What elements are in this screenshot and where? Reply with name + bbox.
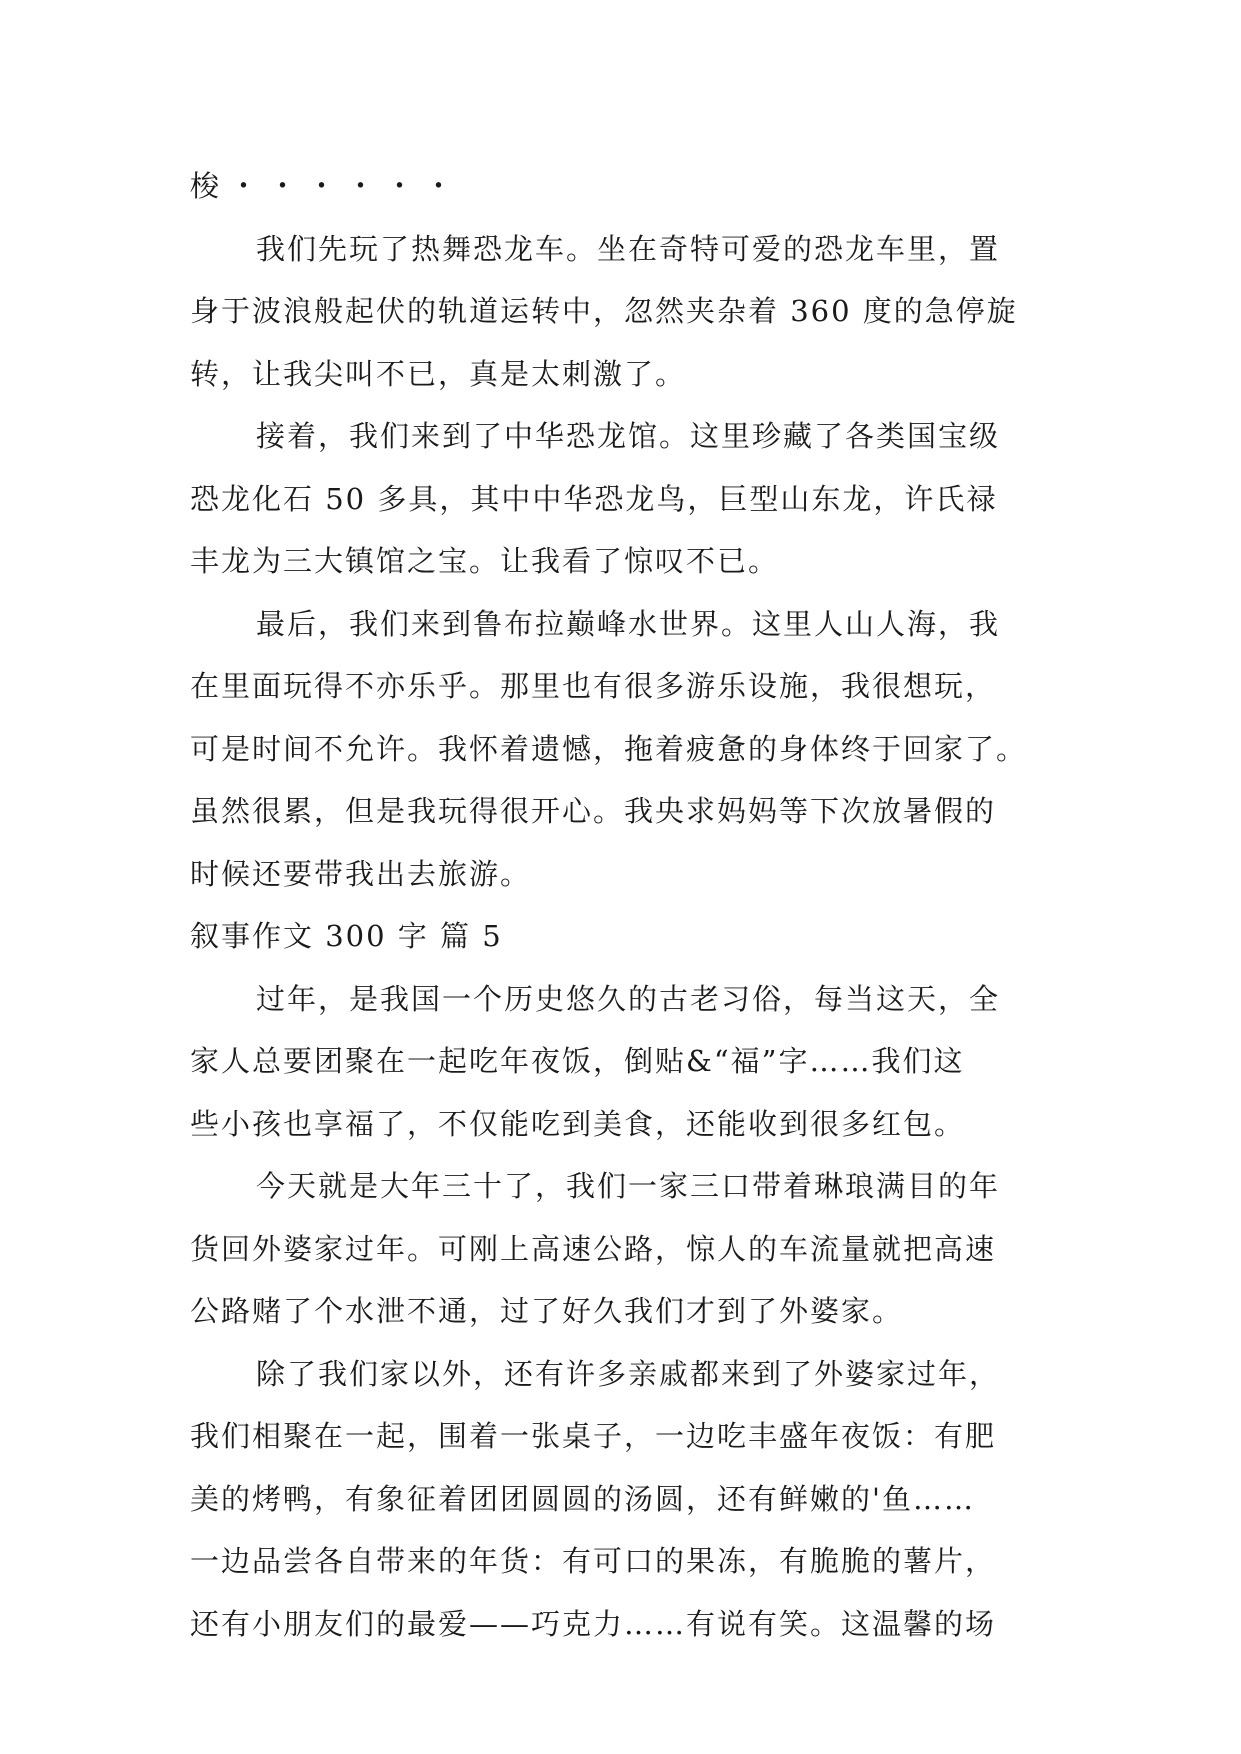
text-line: 可是时间不允许。我怀着遗憾，拖着疲惫的身体终于回家了。 — [190, 731, 1028, 766]
paragraph-line: 最后，我们来到鲁布拉巅峰水世界。这里人山人海，我 — [256, 606, 1001, 641]
text-line: 一边品尝各自带来的年货：有可口的果冻，有脆脆的薯片， — [190, 1544, 997, 1578]
text-line: 丰龙为三大镇馆之宝。让我看了惊叹不已。 — [190, 544, 780, 578]
text-line: 家人总要团聚在一起吃年夜饭，倒贴&“福”字……我们这 — [190, 1044, 965, 1078]
text-line: 转，让我尖叫不已，真是太刺激了。 — [190, 356, 687, 391]
paragraph-line: 除了我们家以外，还有许多亲戚都来到了外婆家过年， — [256, 1356, 1001, 1391]
text-line: 些小孩也享福了，不仅能吃到美食，还能收到很多红包。 — [190, 1106, 966, 1141]
text-line: 公路赌了个水泄不通，过了好久我们才到了外婆家。 — [190, 1294, 904, 1328]
paragraph-line: 过年，是我国一个历史悠久的古老习俗，每当这天，全 — [256, 981, 1001, 1016]
text-line: 身于波浪般起伏的轨道运转中，忽然夹杂着 360 度的急停旋 — [190, 294, 1018, 328]
paragraph-line: 接着，我们来到了中华恐龙馆。这里珍藏了各类国宝级 — [256, 419, 1001, 453]
text-line: 虽然很累，但是我玩得很开心。我央求妈妈等下次放暑假的 — [190, 794, 997, 828]
text-line: 货回外婆家过年。可刚上高速公路，惊人的车流量就把高速 — [190, 1231, 997, 1266]
text-line: 在里面玩得不亦乐乎。那里也有很多游乐设施，我很想玩， — [190, 669, 997, 703]
document-page — [190, 155, 1052, 1655]
paragraph-line: 今天就是大年三十了，我们一家三口带着琳琅满目的年 — [256, 1169, 1001, 1203]
text-line: 时候还要带我出去旅游。 — [190, 856, 532, 891]
text-line: 梭・・・・・・ — [190, 169, 464, 203]
text-line: 我们相聚在一起，围着一张桌子，一边吃丰盛年夜饭：有肥 — [190, 1419, 997, 1453]
text-line: 还有小朋友们的最爱——巧克力……有说有笑。这温馨的场 — [190, 1606, 997, 1641]
text-line: 美的烤鸭，有象征着团团圆圆的汤圆，还有鲜嫩的'鱼…… — [190, 1481, 975, 1516]
paragraph-line: 我们先玩了热舞恐龙车。坐在奇特可爱的恐龙车里，置 — [256, 231, 1001, 266]
text-line: 恐龙化石 50 多具，其中中华恐龙鸟，巨型山东龙，许氏禄 — [190, 481, 998, 516]
section-heading: 叙事作文 300 字 篇 5 — [190, 919, 503, 953]
